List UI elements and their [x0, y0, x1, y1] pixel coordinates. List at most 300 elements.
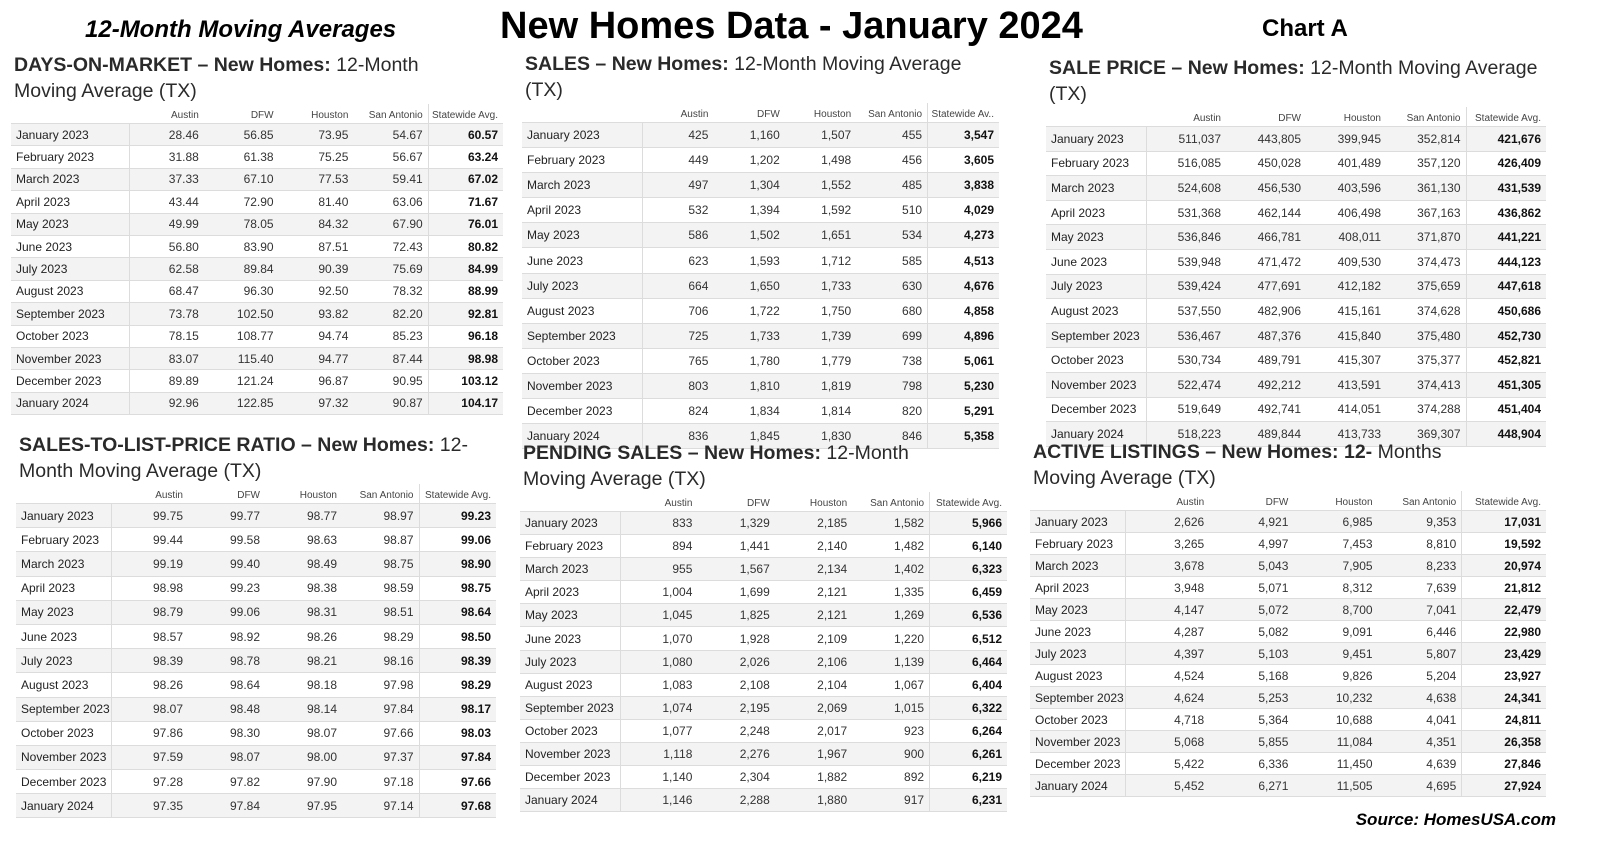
table-cell: 1,067	[852, 673, 929, 696]
table-cell: 485	[856, 173, 927, 198]
table-cell: 6,271	[1209, 775, 1293, 797]
table-cell: 98.21	[265, 649, 342, 673]
statewide-cell: 98.98	[428, 347, 503, 369]
table-cell: 37.33	[129, 168, 204, 190]
table-cell: 97.32	[279, 392, 354, 414]
statewide-cell: 5,966	[930, 512, 1007, 535]
table-cell: 374,288	[1386, 397, 1466, 422]
table-cell: 115.40	[204, 347, 279, 369]
table-header-row	[520, 492, 1007, 512]
table-cell: 836	[642, 424, 713, 449]
table-cell: 4,718	[1125, 709, 1209, 731]
panel-sale-price	[1046, 55, 1546, 447]
table-cell: 497	[642, 173, 713, 198]
table-cell: 99.58	[188, 528, 265, 552]
table-row	[11, 325, 503, 347]
table-cell: 75.25	[279, 146, 354, 168]
table-row	[16, 600, 496, 624]
table-cell: 49.99	[129, 213, 204, 235]
row-label: October 2023	[16, 721, 111, 745]
statewide-cell: 84.99	[428, 258, 503, 280]
table-cell: 98.92	[188, 624, 265, 648]
table-row	[16, 745, 496, 769]
table-cell: 917	[852, 789, 929, 812]
row-label: December 2023	[16, 770, 111, 794]
table-cell: 99.06	[188, 600, 265, 624]
table-row	[16, 770, 496, 794]
table-cell: 1,118	[620, 742, 697, 765]
row-label: February 2023	[1046, 151, 1146, 176]
statewide-cell: 80.82	[428, 235, 503, 257]
table-cell: 97.84	[188, 794, 265, 818]
table-cell: 1,304	[713, 173, 784, 198]
table-cell: 83.07	[129, 347, 204, 369]
table-row	[522, 198, 999, 223]
table-cell: 5,253	[1209, 687, 1293, 709]
table-row	[1030, 511, 1546, 533]
table-cell: 2,185	[775, 512, 852, 535]
table-row	[1046, 299, 1546, 324]
table-cell: 1,819	[785, 373, 856, 398]
row-label: December 2023	[1046, 397, 1146, 422]
table-cell: 98.75	[342, 552, 419, 576]
table-row	[11, 146, 503, 168]
table-cell: 399,945	[1306, 127, 1386, 152]
row-label: January 2023	[16, 504, 111, 528]
table-row	[16, 624, 496, 648]
data-table	[522, 103, 999, 449]
table-cell: 9,451	[1293, 643, 1377, 665]
table-cell: 1,814	[785, 399, 856, 424]
panel-title-suffix: 12-Month Moving Average (TX)	[1049, 57, 1538, 105]
table-row	[1030, 731, 1546, 753]
table-cell: 5,103	[1209, 643, 1293, 665]
table-cell: 72.43	[353, 235, 428, 257]
row-label: December 2023	[520, 766, 620, 789]
table-cell: 450,028	[1226, 151, 1306, 176]
table-cell: 1,070	[620, 627, 697, 650]
table-cell: 78.15	[129, 325, 204, 347]
table-cell: 85.23	[353, 325, 428, 347]
table-cell: 699	[856, 323, 927, 348]
row-label: October 2023	[1046, 348, 1146, 373]
table-cell: 5,807	[1378, 643, 1462, 665]
table-cell: 680	[856, 298, 927, 323]
table-header-row	[522, 103, 999, 123]
table-cell: 414,051	[1306, 397, 1386, 422]
statewide-cell: 88.99	[428, 280, 503, 302]
table-cell: 98.63	[265, 528, 342, 552]
statewide-cell: 98.29	[419, 673, 496, 697]
statewide-cell: 4,513	[928, 248, 999, 273]
header-blank	[16, 484, 111, 504]
table-cell: 1,650	[713, 273, 784, 298]
table-cell: 73.78	[129, 303, 204, 325]
statewide-cell: 23,429	[1462, 643, 1546, 665]
table-cell: 1,394	[713, 198, 784, 223]
table-row	[16, 576, 496, 600]
table-cell: 56.85	[204, 124, 279, 146]
table-cell: 482,906	[1226, 299, 1306, 324]
statewide-cell: 6,261	[930, 742, 1007, 765]
table-cell: 10,688	[1293, 709, 1377, 731]
table-row	[520, 719, 1007, 742]
table-cell: 98.57	[111, 624, 188, 648]
header-blank	[520, 492, 620, 512]
statewide-cell: 6,219	[930, 766, 1007, 789]
table-cell: 1,722	[713, 298, 784, 323]
panel-title	[16, 432, 489, 484]
table-cell: 97.37	[342, 745, 419, 769]
table-cell: 803	[642, 373, 713, 398]
column-header: San Antonio	[359, 490, 414, 501]
statewide-cell: 4,896	[928, 323, 999, 348]
row-label: August 2023	[1030, 665, 1125, 687]
statewide-cell: 5,358	[928, 424, 999, 449]
table-cell: 1,004	[620, 581, 697, 604]
table-cell: 7,041	[1378, 599, 1462, 621]
table-cell: 516,085	[1146, 151, 1226, 176]
table-cell: 54.67	[353, 124, 428, 146]
table-cell: 98.16	[342, 649, 419, 673]
table-cell: 357,120	[1386, 151, 1466, 176]
table-cell: 534	[856, 223, 927, 248]
statewide-cell: 97.68	[419, 794, 496, 818]
table-cell: 8,700	[1293, 599, 1377, 621]
table-row	[16, 697, 496, 721]
table-cell: 7,639	[1378, 577, 1462, 599]
header-blank	[522, 103, 642, 123]
table-cell: 456,530	[1226, 176, 1306, 201]
statewide-cell: 27,846	[1462, 753, 1546, 775]
table-cell: 537,550	[1146, 299, 1226, 324]
statewide-cell: 22,980	[1462, 621, 1546, 643]
table-row	[11, 168, 503, 190]
table-cell: 3,265	[1125, 533, 1209, 555]
table-cell: 462,144	[1226, 200, 1306, 225]
table-row	[1030, 687, 1546, 709]
panel-title-suffix: 12-Month Moving Average (TX)	[19, 434, 468, 482]
row-label: May 2023	[1046, 225, 1146, 250]
table-cell: 415,161	[1306, 299, 1386, 324]
table-cell: 477,691	[1226, 274, 1306, 299]
table-cell: 8,810	[1378, 533, 1462, 555]
statewide-cell: 26,358	[1462, 731, 1546, 753]
panel-title-suffix: 12-Month Moving Average (TX)	[14, 54, 419, 102]
table-cell: 98.38	[265, 576, 342, 600]
table-cell: 539,948	[1146, 249, 1226, 274]
table-cell: 2,626	[1125, 511, 1209, 533]
table-cell: 413,591	[1306, 372, 1386, 397]
column-header: DFW	[747, 498, 770, 509]
table-cell: 1,834	[713, 399, 784, 424]
row-label: June 2023	[16, 624, 111, 648]
table-cell: 78.05	[204, 213, 279, 235]
table-cell: 99.19	[111, 552, 188, 576]
statewide-cell: 4,676	[928, 273, 999, 298]
table-cell: 5,168	[1209, 665, 1293, 687]
statewide-cell: 4,029	[928, 198, 999, 223]
table-cell: 725	[642, 323, 713, 348]
table-cell: 367,163	[1386, 200, 1466, 225]
statewide-cell: 97.66	[419, 770, 496, 794]
table-cell: 89.89	[129, 370, 204, 392]
statewide-cell: 98.39	[419, 649, 496, 673]
table-cell: 1,015	[852, 696, 929, 719]
row-label: February 2023	[520, 535, 620, 558]
statewide-cell: 23,927	[1462, 665, 1546, 687]
row-label: July 2023	[520, 650, 620, 673]
row-label: January 2024	[522, 424, 642, 449]
table-cell: 97.86	[111, 721, 188, 745]
statewide-cell: 3,605	[928, 148, 999, 173]
panel-title-metric: SALE PRICE – New Homes:	[1049, 57, 1305, 79]
table-row	[522, 399, 999, 424]
column-header: Austin	[155, 490, 183, 501]
table-cell: 820	[856, 399, 927, 424]
table-cell: 487,376	[1226, 323, 1306, 348]
table-cell: 443,805	[1226, 127, 1306, 152]
table-row	[1030, 643, 1546, 665]
table-cell: 510	[856, 198, 927, 223]
table-cell: 449	[642, 148, 713, 173]
table-cell: 97.66	[342, 721, 419, 745]
row-label: March 2023	[1030, 555, 1125, 577]
table-cell: 98.07	[188, 745, 265, 769]
column-header: Statewide Avg.	[1466, 107, 1546, 127]
statewide-cell: 71.67	[428, 191, 503, 213]
row-label: May 2023	[522, 223, 642, 248]
table-cell: 97.95	[265, 794, 342, 818]
column-header: Austin	[680, 109, 709, 120]
column-header: Houston	[299, 490, 337, 501]
row-label: January 2024	[1030, 775, 1125, 797]
table-row	[16, 673, 496, 697]
table-cell: 6,336	[1209, 753, 1293, 775]
table-cell: 352,814	[1386, 127, 1466, 152]
table-cell: 4,638	[1378, 687, 1462, 709]
table-row	[1030, 665, 1546, 687]
table-cell: 531,368	[1146, 200, 1226, 225]
statewide-cell: 6,140	[930, 535, 1007, 558]
table-cell: 1,080	[620, 650, 697, 673]
table-cell: 1,712	[785, 248, 856, 273]
table-cell: 108.77	[204, 325, 279, 347]
table-cell: 1,825	[697, 604, 774, 627]
table-cell: 5,043	[1209, 555, 1293, 577]
table-row	[11, 124, 503, 146]
table-row	[520, 581, 1007, 604]
table-cell: 5,364	[1209, 709, 1293, 731]
row-label: June 2023	[520, 627, 620, 650]
table-header-row	[1030, 491, 1546, 511]
row-label: October 2023	[522, 348, 642, 373]
table-cell: 2,121	[775, 581, 852, 604]
table-cell: 2,276	[697, 742, 774, 765]
table-cell: 409,530	[1306, 249, 1386, 274]
table-row	[520, 650, 1007, 673]
table-cell: 84.32	[279, 213, 354, 235]
column-header: San Antonio	[1406, 113, 1461, 124]
table-cell: 56.67	[353, 146, 428, 168]
statewide-cell: 452,730	[1466, 323, 1546, 348]
table-row	[522, 223, 999, 248]
table-cell: 1,810	[713, 373, 784, 398]
table-cell: 1,329	[697, 512, 774, 535]
table-cell: 1,269	[852, 604, 929, 627]
table-cell: 5,072	[1209, 599, 1293, 621]
statewide-cell: 98.75	[419, 576, 496, 600]
table-cell: 98.49	[265, 552, 342, 576]
table-cell: 78.32	[353, 280, 428, 302]
row-label: June 2023	[11, 235, 129, 257]
table-cell: 519,649	[1146, 397, 1226, 422]
table-cell: 2,106	[775, 650, 852, 673]
statewide-cell: 6,404	[930, 673, 1007, 696]
table-cell: 530,734	[1146, 348, 1226, 373]
table-row	[1046, 397, 1546, 422]
row-label: May 2023	[11, 213, 129, 235]
row-label: July 2023	[11, 258, 129, 280]
table-cell: 738	[856, 348, 927, 373]
table-row	[1030, 621, 1546, 643]
table-cell: 94.74	[279, 325, 354, 347]
table-cell: 102.50	[204, 303, 279, 325]
table-cell: 664	[642, 273, 713, 298]
table-cell: 97.14	[342, 794, 419, 818]
table-cell: 98.98	[111, 576, 188, 600]
table-cell: 9,091	[1293, 621, 1377, 643]
table-cell: 1,733	[713, 323, 784, 348]
table-cell: 489,791	[1226, 348, 1306, 373]
table-cell: 98.26	[111, 673, 188, 697]
panel-title-suffix: 12-Month Moving Average (TX)	[523, 442, 909, 490]
table-cell: 1,739	[785, 323, 856, 348]
table-cell: 4,287	[1125, 621, 1209, 643]
table-cell: 98.30	[188, 721, 265, 745]
row-label: January 2024	[11, 392, 129, 414]
table-cell: 2,248	[697, 719, 774, 742]
row-label: November 2023	[522, 373, 642, 398]
data-table	[1046, 107, 1546, 447]
table-cell: 1,880	[775, 789, 852, 812]
table-cell: 90.87	[353, 392, 428, 414]
table-row	[1030, 709, 1546, 731]
header-blank	[11, 104, 129, 124]
table-row	[16, 504, 496, 528]
table-cell: 524,608	[1146, 176, 1226, 201]
panel-days-on-market	[11, 52, 503, 415]
table-cell: 824	[642, 399, 713, 424]
table-cell: 98.29	[342, 624, 419, 648]
statewide-cell: 6,322	[930, 696, 1007, 719]
table-cell: 62.58	[129, 258, 204, 280]
statewide-cell: 103.12	[428, 370, 503, 392]
statewide-cell: 451,305	[1466, 372, 1546, 397]
table-cell: 1,582	[852, 512, 929, 535]
table-cell: 706	[642, 298, 713, 323]
table-cell: 1,779	[785, 348, 856, 373]
row-label: August 2023	[1046, 299, 1146, 324]
statewide-cell: 20,974	[1462, 555, 1546, 577]
table-row	[11, 191, 503, 213]
statewide-cell: 5,291	[928, 399, 999, 424]
table-row	[522, 298, 999, 323]
table-row	[1030, 577, 1546, 599]
table-cell: 6,446	[1378, 621, 1462, 643]
table-cell: 7,453	[1293, 533, 1377, 555]
table-row	[11, 303, 503, 325]
table-cell: 11,505	[1293, 775, 1377, 797]
table-cell: 413,733	[1306, 422, 1386, 447]
table-cell: 90.39	[279, 258, 354, 280]
table-cell: 2,026	[697, 650, 774, 673]
table-cell: 72.90	[204, 191, 279, 213]
table-row	[1046, 225, 1546, 250]
table-cell: 1,074	[620, 696, 697, 719]
table-cell: 1,202	[713, 148, 784, 173]
row-label: September 2023	[1046, 323, 1146, 348]
table-cell: 1,928	[697, 627, 774, 650]
table-cell: 4,695	[1378, 775, 1462, 797]
row-label: March 2023	[522, 173, 642, 198]
table-row	[520, 789, 1007, 812]
table-cell: 83.90	[204, 235, 279, 257]
table-cell: 3,678	[1125, 555, 1209, 577]
table-cell: 98.07	[265, 721, 342, 745]
row-label: October 2023	[520, 719, 620, 742]
table-cell: 77.53	[279, 168, 354, 190]
statewide-cell: 98.64	[419, 600, 496, 624]
table-cell: 97.90	[265, 770, 342, 794]
table-cell: 1,967	[775, 742, 852, 765]
row-label: July 2023	[16, 649, 111, 673]
table-row	[522, 348, 999, 373]
panel-title-metric: SALES-TO-LIST-PRICE RATIO – New Homes:	[19, 434, 435, 456]
statewide-cell: 426,409	[1466, 151, 1546, 176]
table-cell: 99.23	[188, 576, 265, 600]
column-header: Austin	[664, 498, 693, 509]
statewide-cell: 6,536	[930, 604, 1007, 627]
row-label: November 2023	[1030, 731, 1125, 753]
table-row	[520, 742, 1007, 765]
table-cell: 2,134	[775, 558, 852, 581]
table-cell: 2,195	[697, 696, 774, 719]
table-row	[522, 123, 999, 148]
table-cell: 361,130	[1386, 176, 1466, 201]
statewide-cell: 104.17	[428, 392, 503, 414]
table-cell: 63.06	[353, 191, 428, 213]
statewide-cell: 76.01	[428, 213, 503, 235]
table-cell: 4,524	[1125, 665, 1209, 687]
row-label: August 2023	[16, 673, 111, 697]
table-cell: 98.64	[188, 673, 265, 697]
table-cell: 4,041	[1378, 709, 1462, 731]
table-cell: 5,068	[1125, 731, 1209, 753]
statewide-cell: 452,821	[1466, 348, 1546, 373]
table-cell: 98.14	[265, 697, 342, 721]
table-cell: 4,624	[1125, 687, 1209, 709]
table-cell: 121.24	[204, 370, 279, 392]
table-cell: 93.82	[279, 303, 354, 325]
table-cell: 98.78	[188, 649, 265, 673]
table-cell: 585	[856, 248, 927, 273]
table-cell: 2,304	[697, 766, 774, 789]
table-row	[11, 258, 503, 280]
column-header: DFW	[250, 110, 274, 121]
panel-title-metric: PENDING SALES – New Homes:	[523, 442, 821, 464]
table-cell: 374,413	[1386, 372, 1466, 397]
